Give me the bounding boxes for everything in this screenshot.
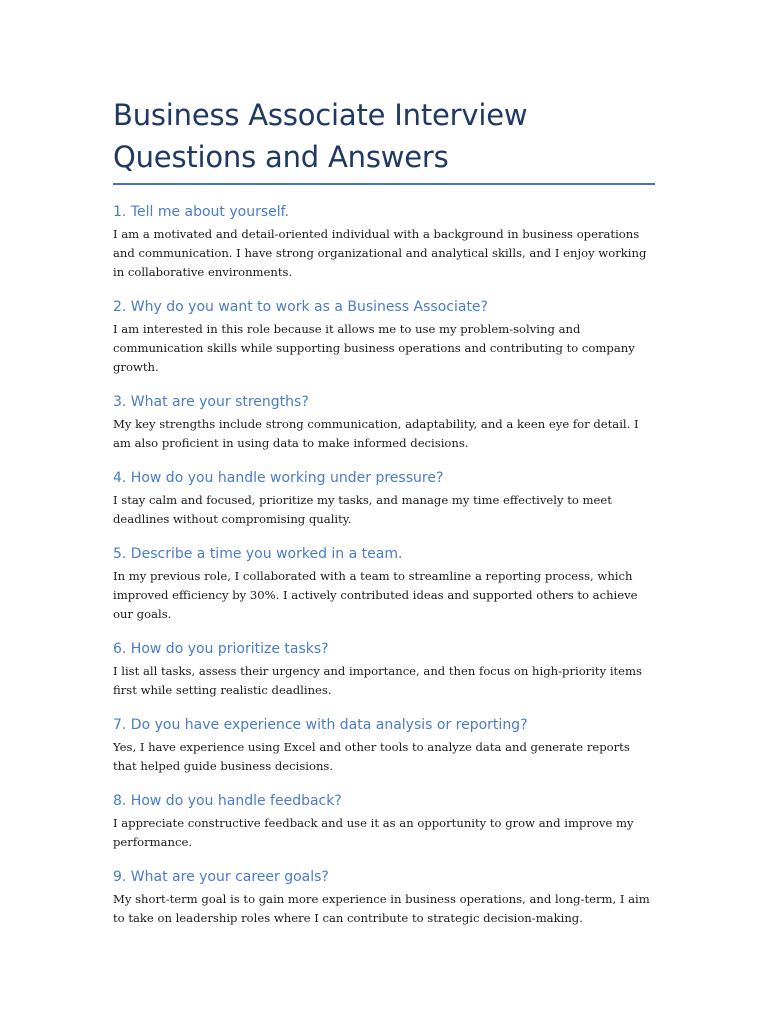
qa-item-5 [113,544,655,624]
question-heading: 1. Tell me about yourself. [113,204,290,220]
qa-item-6 [113,639,655,700]
document-title: Business Associate Interview Questions and Answers [113,98,528,174]
qa-item-3 [113,392,655,453]
qa-item-1 [113,202,655,282]
question-heading: 8. How do you handle feedback? [113,793,342,809]
question-heading: 7. Do you have experience with data analysis or reporting? [113,717,528,733]
qa-item-7 [113,715,655,776]
qa-item-8 [113,791,655,852]
qa-item-4 [113,468,655,529]
answer-text: My key strengths include strong communication, adaptability, and a keen eye for detail. I am also proficient in using data to make informed decisions. [113,417,639,450]
answer-text: I am interested in this role because it allows me to use my problem-solving and communication skills while supporting business operations and contributing to company growth. [113,322,635,374]
question-heading: 3. What are your strengths? [113,394,309,410]
answer-text: I appreciate constructive feedback and use it as an opportunity to grow and improve my performance. [113,816,634,849]
answer-text: I list all tasks, assess their urgency and importance, and then focus on high-priority items first while setting realistic deadlines. [113,664,642,697]
qa-item-9 [113,867,655,928]
question-heading: 2. Why do you want to work as a Business Associate? [113,299,488,315]
answer-text: In my previous role, I collaborated with a team to streamline a reporting process, which improved efficiency by 30%. I actively contributed ideas and supported others to achieve our goals. [113,569,638,621]
question-heading: 6. How do you prioritize tasks? [113,641,329,657]
answer-text: My short-term goal is to gain more experience in business operations, and long-term, I aim to take on leadership roles where I can contribute to strategic decision-making. [113,892,650,925]
answer-text: I am a motivated and detail-oriented individual with a background in business operations and communication. I have strong organizational and analytical skills, and I enjoy working in collaborative environments. [113,227,647,279]
question-heading: 9. What are your career goals? [113,869,329,885]
answer-text: I stay calm and focused, prioritize my tasks, and manage my time effectively to meet deadlines without compromising quality. [113,493,612,526]
answer-text: Yes, I have experience using Excel and other tools to analyze data and generate reports that helped guide business decisions. [113,740,630,773]
qa-list [113,202,655,928]
title-divider [113,183,655,185]
question-heading: 4. How do you handle working under pressure? [113,470,444,486]
document-page [113,94,655,943]
qa-item-2 [113,297,655,377]
question-heading: 5. Describe a time you worked in a team. [113,546,403,562]
